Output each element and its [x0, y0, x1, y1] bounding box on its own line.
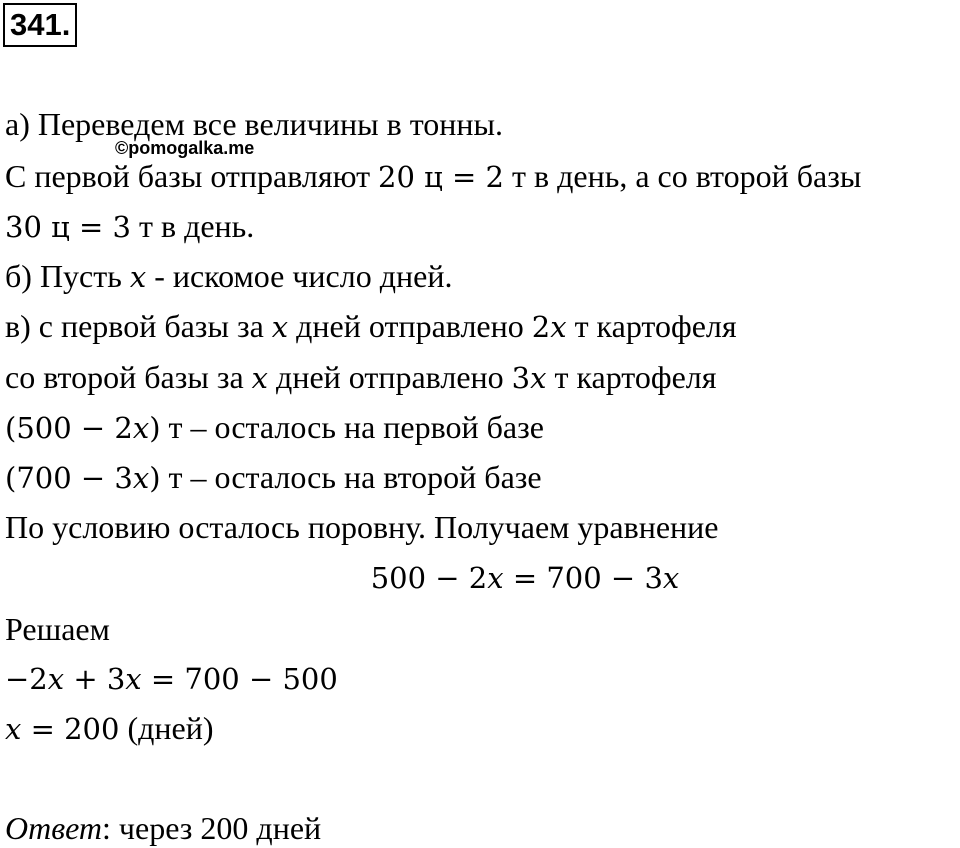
answer-text: : через 200 дней [102, 810, 322, 846]
variable-x: x [132, 461, 150, 495]
remaining-first-paren: ) [149, 411, 161, 445]
solve-step-line [5, 658, 338, 699]
watermark: ©pomogalka.me [115, 138, 255, 158]
second-shipped-line [5, 357, 716, 398]
step-v-coef: 2 [531, 310, 551, 344]
remaining-first-text: т – осталось на первой базе [160, 409, 544, 445]
variable-x: x [662, 561, 680, 595]
second-base-text: т в день. [130, 208, 255, 244]
variable-x: x [530, 361, 547, 395]
remaining-second-text: т – осталось на второй базе [160, 459, 542, 495]
variable-x: x [129, 260, 147, 294]
step-a-text: а) Переведем все величины в тонны. [5, 106, 504, 142]
second-base-math: 30 ц = 3 [5, 210, 131, 244]
step-v-line [5, 306, 737, 347]
first-base-math: 20 ц = 2 [378, 160, 505, 194]
condition-line [5, 507, 719, 547]
step-v-text-mid: дней отправлено [288, 308, 532, 344]
variable-x: x [271, 310, 289, 344]
step-b-text-end: - искомое число дней. [146, 258, 453, 294]
solve-step-b: + 3 [64, 662, 126, 696]
variable-x: x [487, 561, 504, 595]
equation-line [0, 557, 960, 598]
first-base-text-end: т в день, а со второй базы [504, 158, 862, 194]
condition-text: По условию осталось поровну. Получаем уравнение [5, 509, 719, 545]
variable-x: x [550, 310, 567, 344]
remaining-first-math: (500 − 2 [5, 411, 133, 445]
first-base-line [5, 156, 861, 197]
step-b-line [5, 256, 452, 297]
second-shipped-text-end: т картофеля [546, 359, 717, 395]
variable-x: x [132, 411, 150, 445]
remaining-second-paren: ) [149, 461, 161, 495]
first-base-text: С первой базы отправляют [5, 158, 379, 194]
second-shipped-text: со второй базы за [5, 359, 252, 395]
result-line [5, 708, 214, 749]
second-base-line [5, 206, 254, 247]
variable-x: x [5, 712, 22, 746]
answer-line [5, 808, 321, 848]
solve-step-c: = 700 − 500 [141, 662, 338, 696]
remaining-second-math: (700 − 3 [5, 461, 133, 495]
variable-x: x [251, 361, 269, 395]
problem-number: 341. [3, 3, 77, 47]
step-v-text-end: т картофеля [566, 308, 737, 344]
equation-left: 500 − 2 [370, 561, 488, 595]
solve-text: Решаем [5, 611, 110, 647]
second-shipped-text-mid: дней отправлено [268, 359, 512, 395]
answer-label: Ответ [5, 810, 102, 846]
result-value: = 200 [21, 712, 120, 746]
remaining-first-line [5, 407, 544, 448]
result-unit: (дней) [119, 710, 214, 746]
step-b-text: б) Пусть [5, 258, 130, 294]
second-shipped-coef: 3 [511, 361, 531, 395]
step-v-text: в) с первой базы за [5, 308, 272, 344]
solve-heading [5, 609, 110, 649]
solve-step-a: −2 [5, 662, 48, 696]
equation-right: = 700 − 3 [503, 561, 663, 595]
variable-x: x [125, 662, 142, 696]
remaining-second-line [5, 457, 542, 498]
variable-x: x [47, 662, 65, 696]
